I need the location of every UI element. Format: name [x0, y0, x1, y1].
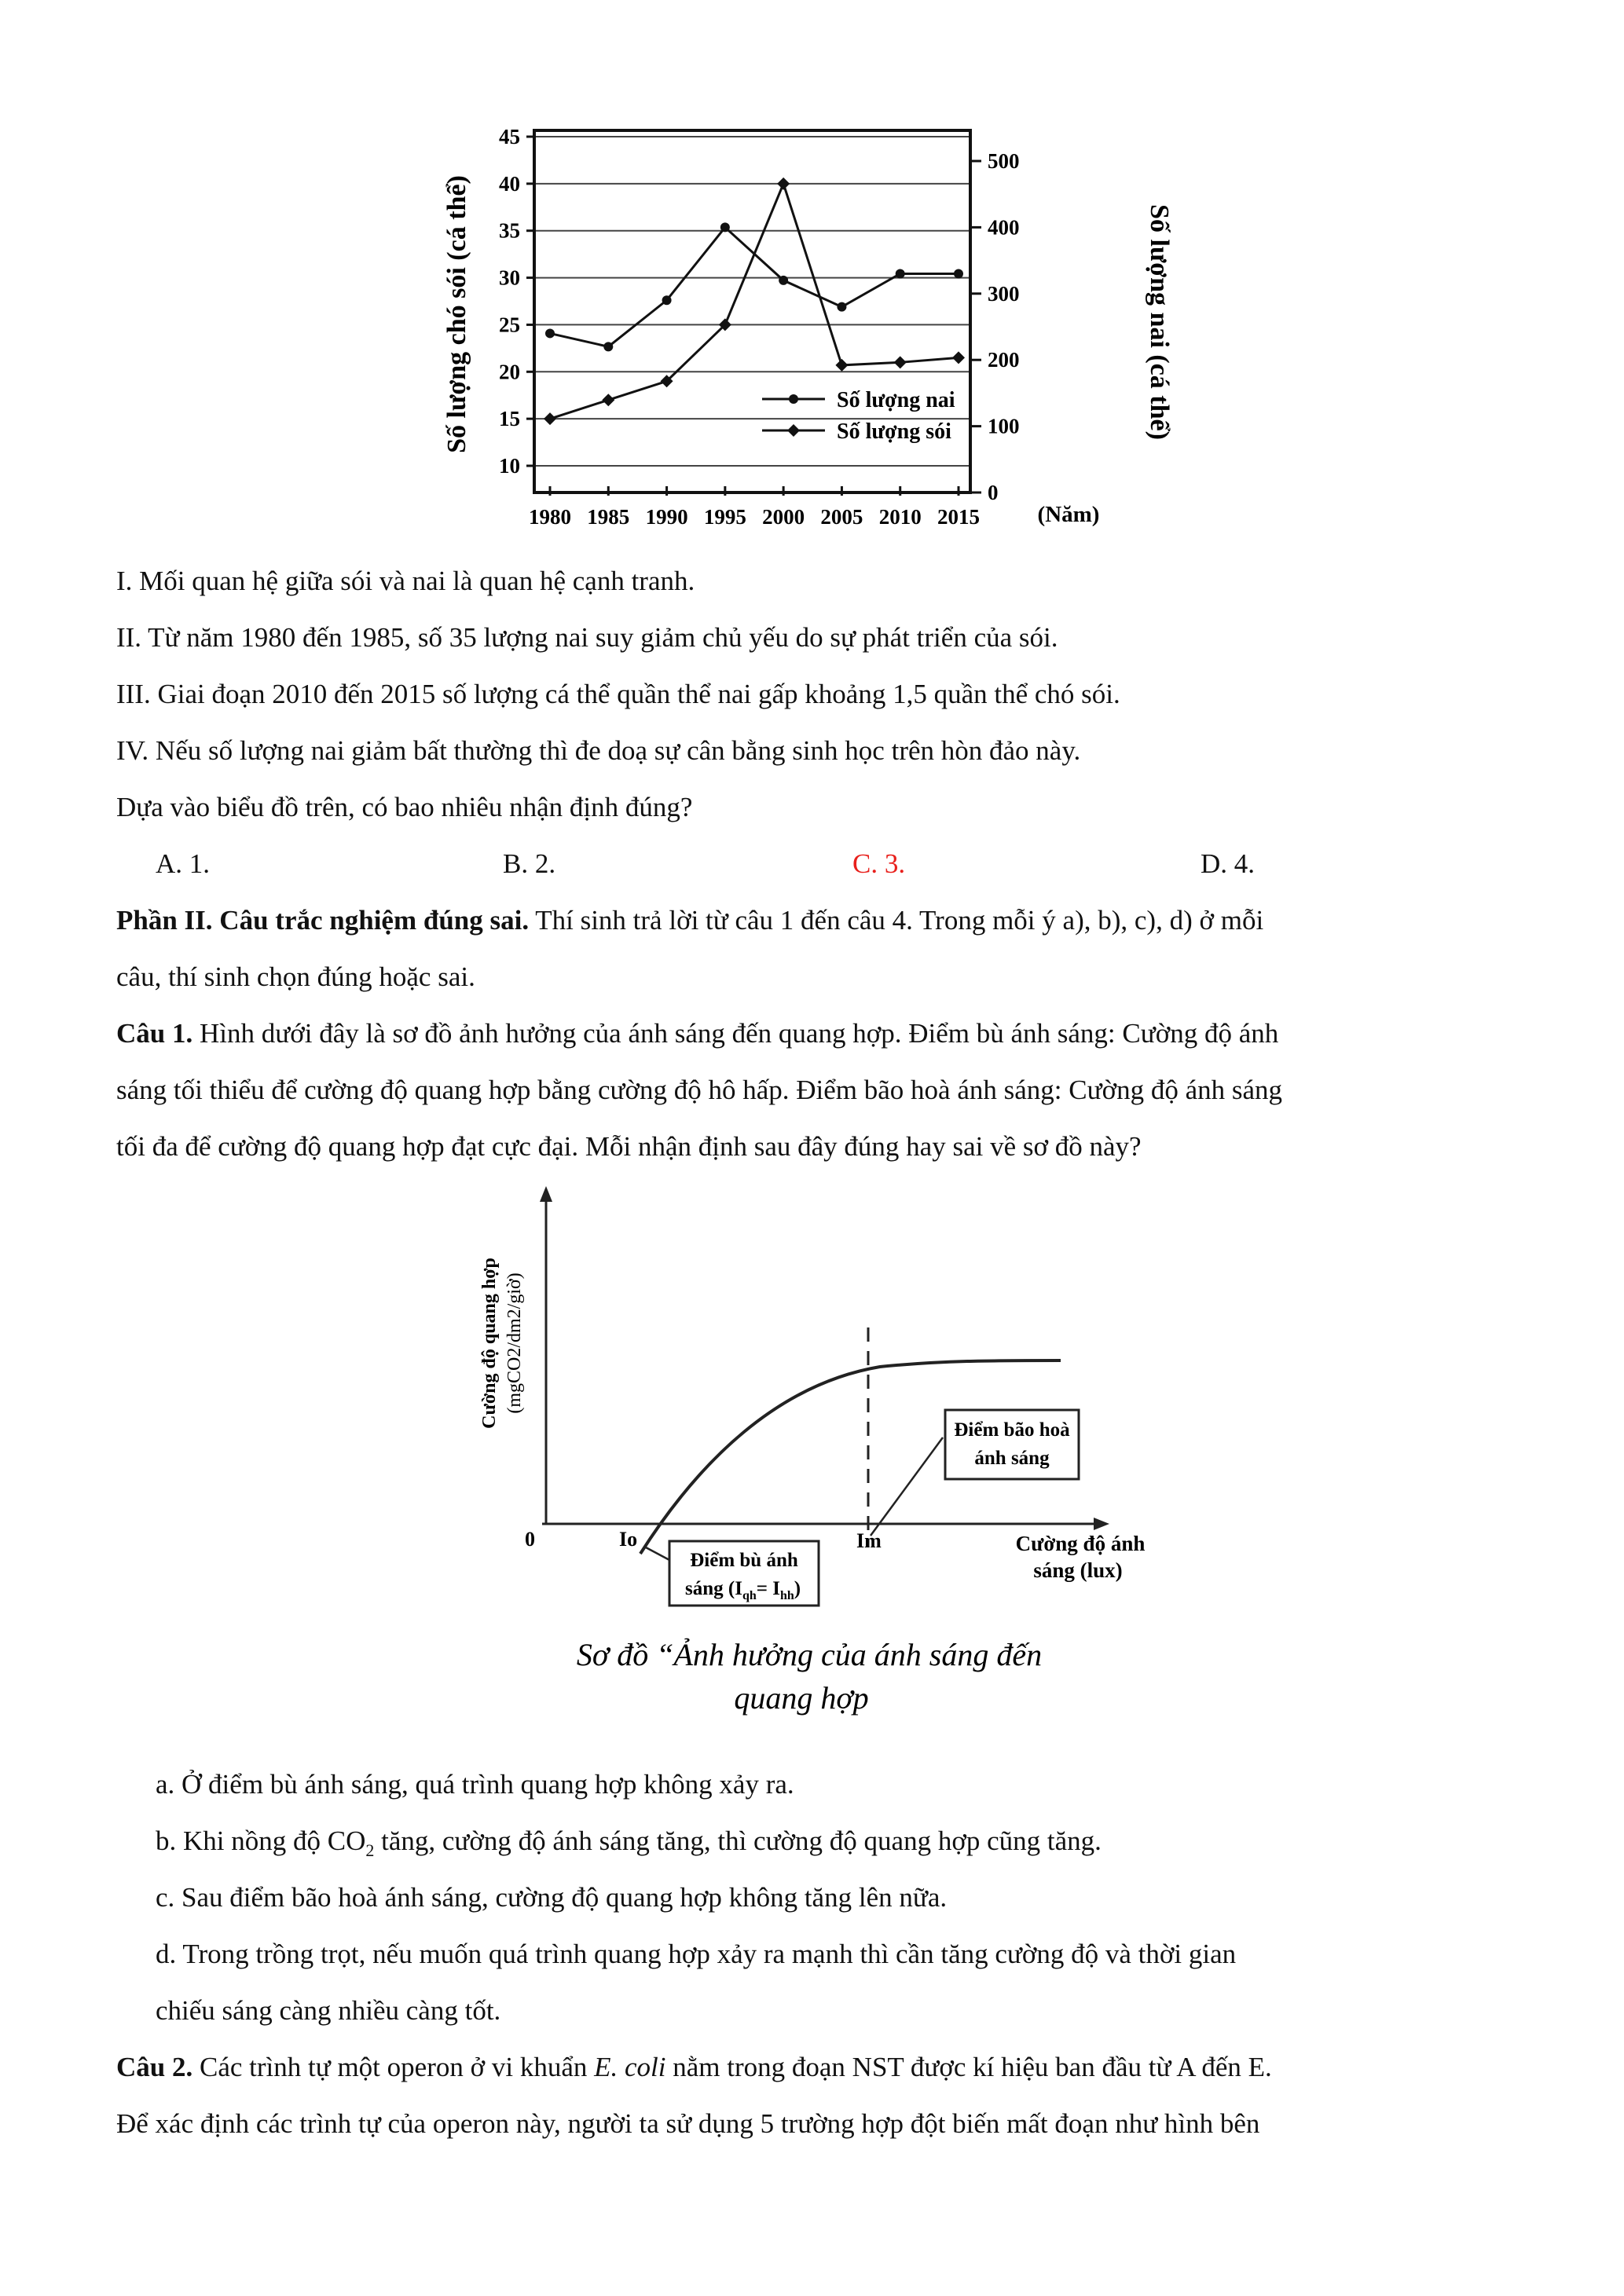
x-tick-label: 2010	[878, 505, 922, 529]
question2-line2: Để xác định các trình tự của operon này, người ta sử dụng 5 trường hợp đột biến mất đoạn như hình bên	[116, 2108, 1260, 2139]
chart1-legend	[762, 388, 955, 444]
item-a: a. Ở điểm bù ánh sáng, quá trình quang hợp không xảy ra.	[156, 1769, 794, 1800]
deer-series-line	[550, 227, 959, 346]
wolf-point	[835, 359, 848, 372]
option-d: D. 4.	[1201, 848, 1256, 879]
statement-3: III. Giai đoạn 2010 đến 2015 số lượng cá thể quần thể nai gấp khoảng 1,5 quần thể chó sói.	[116, 679, 1120, 709]
option-c-correct: C. 3.	[852, 848, 906, 879]
right-tick-label: 0	[988, 481, 999, 504]
item-d-line1: d. Trong trồng trọt, nếu muốn quá trình quang hợp xảy ra mạnh thì cần tăng cường độ và thời gian	[156, 1939, 1237, 1969]
chart1-x-unit: (Năm)	[1037, 502, 1100, 527]
chart2-x-label-2: sáng (lux)	[1033, 1558, 1123, 1582]
chart2-y-unit: (mgCO2/dm2/giờ)	[504, 1273, 525, 1414]
compensation-label-1: Điểm bù ánh	[690, 1550, 798, 1571]
option-a: A. 1.	[156, 848, 211, 879]
saturation-pointer	[871, 1437, 943, 1536]
item-b-post: tăng, cường độ ánh sáng tăng, thì cường độ quang hợp cũng tăng.	[374, 1825, 1102, 1856]
item-b-pre: b. Khi nồng độ CO	[156, 1825, 366, 1856]
left-tick-label: 15	[499, 407, 520, 431]
statement-1: I. Mối quan hệ giữa sói và nai là quan hệ cạnh tranh.	[116, 566, 695, 596]
left-tick-label: 20	[499, 360, 520, 384]
chart2-caption-1: Sơ đồ “Ảnh hưởng của ánh sáng đến	[576, 1637, 1043, 1672]
statement-2: II. Từ năm 1980 đến 1985, số 35 lượng nai suy giảm chủ yếu do sự phát triển của sói.	[116, 622, 1058, 653]
chart2-x-arrow-icon	[1094, 1518, 1109, 1530]
question2-species: E. coli	[594, 2052, 666, 2082]
saturation-label-1: Điểm bão hoà	[954, 1419, 1070, 1441]
x-tick-label: 2000	[762, 505, 805, 529]
left-tick-label: 25	[499, 313, 520, 337]
question2-text-post: nằm trong đoạn NST được kí hiệu ban đầu từ A đến E.	[665, 2052, 1272, 2082]
photosynthesis-diagram	[440, 1178, 1194, 1744]
wolf-deer-chart	[424, 118, 1194, 542]
item-b-sub: 2	[365, 1840, 375, 1860]
chart2-y-label: Cường độ quang hợp	[479, 1258, 500, 1429]
deer-point	[954, 269, 963, 278]
chart1-left-axis-label: Số lượng chó sói (cá thể)	[442, 175, 471, 453]
compensation-label-2: sáng $(I_{qh}= I_{hh})$	[685, 1578, 801, 1602]
wolf-point	[777, 178, 790, 190]
item-c: c. Sau điểm bão hoà ánh sáng, cường độ quang hợp không tăng lên nữa.	[156, 1882, 948, 1913]
x-tick-label: 2005	[820, 505, 863, 529]
origin-label: 0	[525, 1528, 535, 1551]
right-tick-label: 500	[988, 149, 1020, 173]
saturation-label-2: ánh sáng	[974, 1448, 1050, 1469]
question2-line1	[116, 2050, 1272, 2085]
chart2-x-label-1: Cường độ ánh	[1015, 1532, 1146, 1555]
deer-point	[545, 328, 555, 338]
x-tick-label: 1990	[645, 505, 688, 529]
left-tick-label: 35	[499, 218, 520, 243]
item-d-line2: chiếu sáng càng nhiều càng tốt.	[156, 1995, 501, 2026]
option-b: B. 2.	[503, 848, 556, 879]
im-label: Im	[856, 1529, 882, 1552]
question1-label: Câu 1.	[116, 1018, 193, 1049]
left-tick-label: 30	[499, 265, 520, 290]
deer-point	[720, 222, 730, 232]
question2-text-pre: Các trình tự một operon ở vi khuẩn	[192, 2052, 595, 2082]
chart1-right-axis	[970, 149, 1020, 504]
chart1-right-axis-label: Số lượng nai (cá thể)	[1145, 204, 1174, 440]
right-tick-label: 400	[988, 215, 1020, 240]
left-tick-label: 45	[499, 125, 520, 148]
wolf-series-line	[550, 184, 959, 419]
legend-marker-wolf	[787, 424, 800, 437]
right-tick-label: 300	[988, 281, 1020, 306]
x-tick-label: 1980	[529, 505, 571, 529]
x-tick-label: 2015	[937, 505, 980, 529]
question1-line2: sáng tối thiểu để cường độ quang hợp bằng cường độ hô hấp. Điểm bão hoà ánh sáng: Cường độ ánh sáng	[116, 1075, 1283, 1105]
chart1-gridlines	[534, 137, 970, 466]
wolf-point	[602, 394, 614, 406]
part2-instruction: Thí sinh trả lời từ câu 1 đến câu 4. Trong mỗi ý a), b), c), d) ở mỗi	[529, 905, 1264, 936]
part2-heading	[116, 903, 1263, 938]
io-label: Io	[619, 1528, 638, 1551]
question2-label: Câu 2.	[116, 2052, 193, 2082]
left-tick-label: 10	[499, 454, 520, 478]
question1-line1	[116, 1016, 1278, 1051]
deer-point	[603, 342, 613, 351]
wolf-point	[952, 351, 965, 364]
question1-text: Hình dưới đây là sơ đồ ảnh hưởng của ánh sáng đến quang hợp. Điểm bù ánh sáng: Cường độ ánh	[192, 1018, 1279, 1049]
x-tick-label: 1995	[703, 505, 746, 529]
item-b	[156, 1824, 1102, 1868]
deer-point	[837, 302, 846, 312]
right-tick-label: 100	[988, 414, 1020, 438]
part2-instruction-line2: câu, thí sinh chọn đúng hoặc sai.	[116, 961, 475, 992]
wolf-point	[544, 412, 556, 425]
chart2-y-arrow-icon	[540, 1186, 552, 1202]
compensation-pointer	[646, 1547, 669, 1560]
question1-line3: tối đa để cường độ quang hợp đạt cực đại. Mỗi nhận định sau đây đúng hay sai về sơ đồ này?	[116, 1131, 1142, 1162]
wolf-point	[894, 356, 907, 368]
question-text: Dựa vào biểu đồ trên, có bao nhiêu nhận định đúng?	[116, 792, 693, 822]
left-tick-label: 40	[499, 171, 520, 196]
legend-wolf: Số lượng sói	[837, 419, 951, 444]
part2-title: Phần II. Câu trắc nghiệm đúng sai.	[116, 905, 530, 936]
chart1-left-axis	[499, 125, 534, 478]
legend-marker-deer	[789, 394, 798, 404]
statement-4: IV. Nếu số lượng nai giảm bất thường thì đe doạ sự cân bằng sinh học trên hòn đảo này.	[116, 735, 1081, 766]
legend-deer: Số lượng nai	[837, 388, 955, 412]
deer-point	[662, 295, 672, 305]
deer-point	[896, 269, 905, 278]
deer-point	[779, 276, 788, 285]
right-tick-label: 200	[988, 348, 1020, 372]
x-tick-label: 1985	[587, 505, 630, 529]
chart2-caption-2: quang hợp	[734, 1680, 869, 1716]
